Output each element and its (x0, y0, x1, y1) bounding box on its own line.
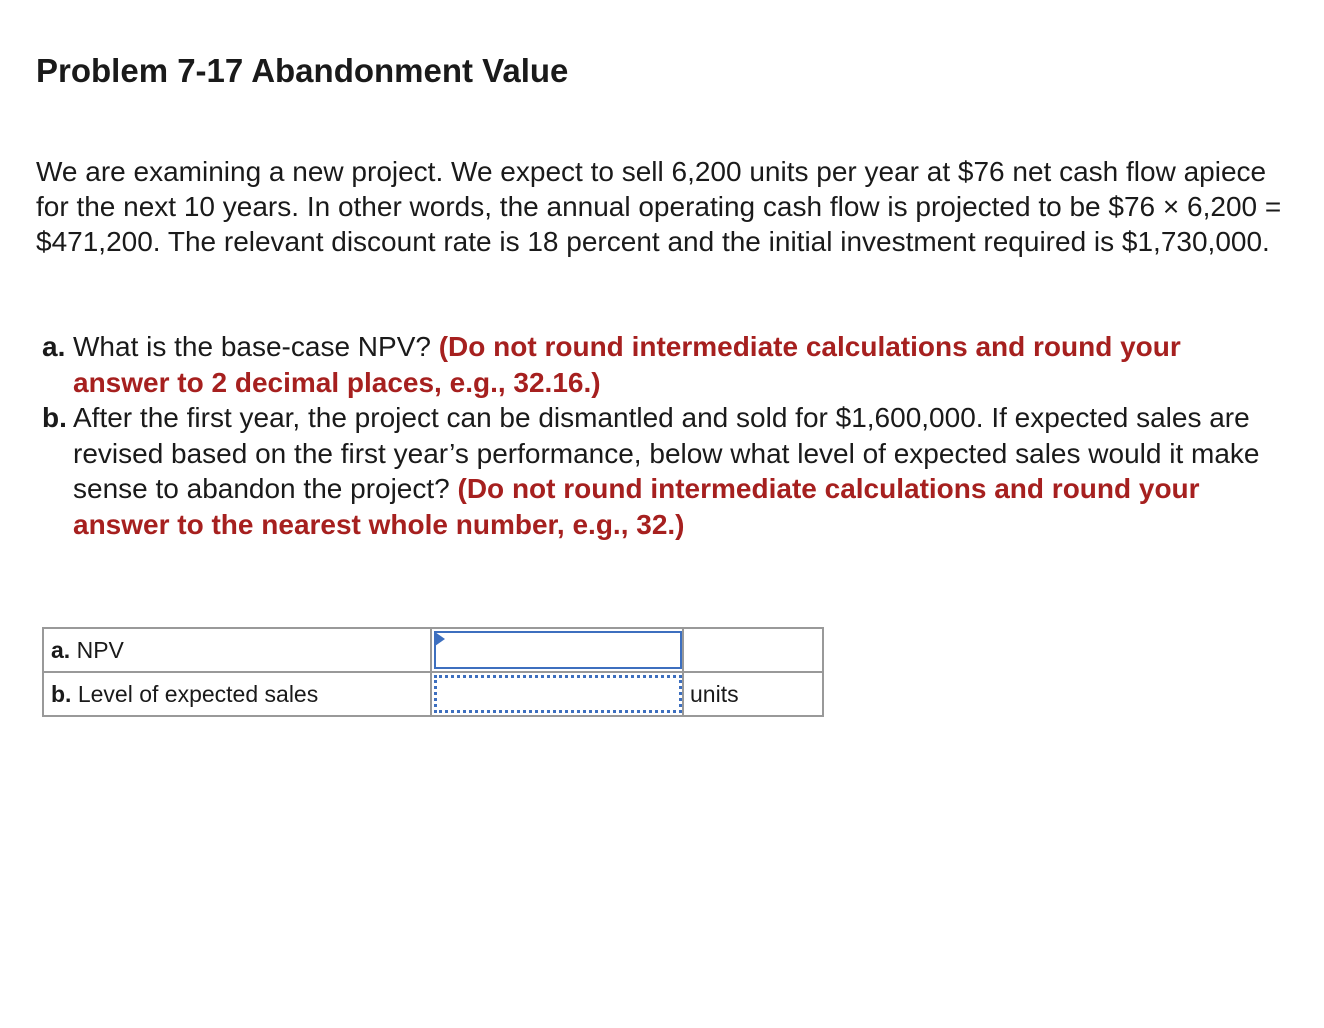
question-b-instruction: (Do not round intermediate calculations and round your answer to the nearest whole number, e.g., 32.) (73, 473, 1200, 540)
answer-table (42, 627, 824, 717)
question-b-letter: b. (42, 402, 67, 433)
npv-label-text: NPV (76, 636, 124, 663)
npv-input[interactable] (434, 631, 682, 669)
npv-label (43, 628, 431, 672)
sales-label (43, 672, 431, 716)
sales-unit-label: units (683, 672, 823, 716)
sales-label-letter: b. (51, 680, 72, 707)
problem-title: Problem 7-17 Abandonment Value (36, 52, 569, 89)
sales-label-text: Level of expected sales (77, 680, 319, 707)
answer-row-npv (43, 628, 823, 672)
question-a-text: What is the base-case NPV? (73, 331, 431, 362)
question-a-instruction: (Do not round intermediate calculations and round your answer to 2 decimal places, e.g., 32.16.) (73, 331, 1181, 398)
question-a-letter: a. (42, 331, 66, 362)
npv-input-cell (431, 628, 683, 672)
question-list (42, 329, 1282, 542)
sales-input-cell (431, 672, 683, 716)
question-a (42, 329, 1282, 400)
npv-unit-cell (683, 628, 823, 672)
question-b (42, 400, 1282, 542)
problem-description: We are examining a new project. We expect to sell 6,200 units per year at $76 net cash flow apiece for the next 10 years. In other words, the annual operating cash flow is projected to be $76 × 6,200 = $471,200. The relevant discount rate is 18 percent and the initial investment required is $1,730,000. (36, 156, 1282, 257)
answer-row-sales (43, 672, 823, 716)
question-b-text: After the first year, the project can be dismantled and sold for $1,600,000. If expected sales are revised based on the first year’s performance, below what level of expected sales would it make sense to abandon the project? (73, 402, 1260, 504)
expected-sales-input[interactable] (434, 675, 682, 713)
npv-label-letter: a. (51, 636, 71, 663)
